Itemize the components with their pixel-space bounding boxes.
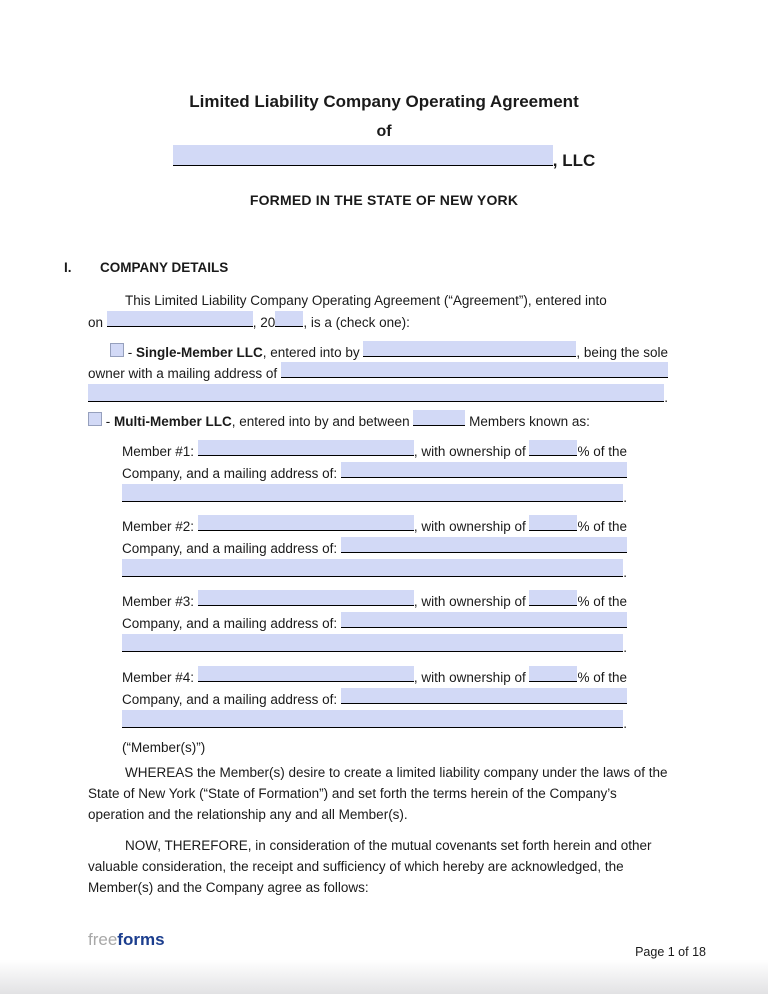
member-1-line-2 (122, 462, 627, 484)
single-member-label: Single-Member LLC (136, 345, 263, 360)
member-3-block (122, 590, 627, 658)
member-2-address-field[interactable] (341, 537, 627, 553)
freeforms-logo (88, 930, 165, 950)
member-1-name-field[interactable] (198, 440, 414, 456)
title-of: of (376, 123, 392, 140)
member-4-name-field[interactable] (198, 666, 414, 682)
member-4-address-field-2[interactable] (122, 710, 623, 728)
member-4-address-field[interactable] (341, 688, 627, 704)
member-2-line-1 (122, 515, 627, 537)
member-3-address-field-2[interactable] (122, 634, 623, 652)
intro-line-2 (88, 311, 672, 333)
member-3-address-label: Company, and a mailing address of: (122, 616, 341, 631)
agreement-year-field[interactable] (275, 311, 303, 327)
single-member-option-line-1 (110, 341, 668, 363)
member-3-period: . (623, 640, 627, 655)
section-title: COMPANY DETAILS (100, 260, 229, 275)
member-1-after-name: , with ownership of (413, 444, 530, 459)
member-1-line-1 (122, 440, 627, 462)
agreement-date-field[interactable] (107, 311, 253, 327)
intro-line-1: This Limited Liability Company Operating Agreement (“Agreement”), entered into (125, 293, 607, 308)
intro-rest: , is a (check one): (303, 315, 410, 330)
member-3-after-name: , with ownership of (413, 594, 530, 609)
single-member-name-field[interactable] (363, 341, 576, 357)
member-1-block (122, 440, 627, 508)
single-member-option-line-3 (88, 384, 668, 408)
member-4-line-3 (122, 710, 627, 734)
logo-free-text: free (88, 930, 118, 949)
logo-forms-text: forms (117, 930, 165, 949)
member-2-period: . (623, 565, 627, 580)
member-3-name-field[interactable] (198, 590, 414, 606)
whereas-paragraph: WHEREAS the Member(s) desire to create a limited liability company under the laws of the State of New York (“State of Formation”) and set forth the terms herein of the Company’s operation and the relationship any and all Member(s). (88, 765, 668, 822)
multi-member-after-label: , entered into by and between (231, 414, 414, 429)
member-2-address-field-2[interactable] (122, 559, 623, 577)
member-3-line-2 (122, 612, 627, 634)
member-1-address-label: Company, and a mailing address of: (122, 466, 341, 481)
multi-member-label: Multi-Member LLC (114, 414, 232, 429)
company-name-row (0, 145, 768, 171)
member-3-after-pct: % of the (577, 594, 627, 609)
single-member-period: . (664, 390, 668, 405)
single-member-dash: - (124, 345, 136, 360)
member-2-ownership-field[interactable] (529, 515, 577, 531)
single-member-address-field-2[interactable] (88, 384, 664, 402)
single-member-option-line-2 (88, 362, 668, 384)
multi-member-after-count: Members known as: (465, 414, 590, 429)
member-2-after-name: , with ownership of (413, 519, 530, 534)
member-2-line-2 (122, 537, 627, 559)
page-indicator: Page 1 of 18 (635, 945, 706, 959)
company-name-field[interactable] (173, 145, 553, 166)
member-4-line-1 (122, 666, 627, 688)
member-1-after-pct: % of the (577, 444, 627, 459)
multi-member-option-line (88, 410, 672, 432)
member-2-block (122, 515, 627, 583)
member-1-line-3 (122, 484, 627, 508)
member-2-name-field[interactable] (198, 515, 414, 531)
multi-member-dash: - (102, 414, 114, 429)
member-4-ownership-field[interactable] (529, 666, 577, 682)
member-3-line-1 (122, 590, 627, 612)
member-2-address-label: Company, and a mailing address of: (122, 541, 341, 556)
member-1-period: . (623, 490, 627, 505)
single-member-checkbox[interactable] (110, 343, 124, 357)
member-4-block (122, 666, 627, 734)
member-4-label: Member #4: (122, 670, 198, 685)
document-subtitle: FORMED IN THE STATE OF NEW YORK (249, 192, 519, 208)
member-4-after-pct: % of the (577, 670, 627, 685)
member-2-line-3 (122, 559, 627, 583)
member-2-label: Member #2: (122, 519, 198, 534)
member-3-line-3 (122, 634, 627, 658)
member-3-address-field[interactable] (341, 612, 627, 628)
section-number: I. (64, 260, 72, 275)
member-count-field[interactable] (413, 410, 465, 426)
member-1-ownership-field[interactable] (529, 440, 577, 456)
multi-member-checkbox[interactable] (88, 412, 102, 426)
members-note: (“Member(s)”) (122, 740, 206, 755)
member-3-ownership-field[interactable] (529, 590, 577, 606)
page-bottom-shadow (0, 960, 768, 994)
intro-on: on (88, 315, 107, 330)
single-member-after-label: , entered into by (262, 345, 364, 360)
member-1-address-field[interactable] (341, 462, 627, 478)
section-heading (64, 257, 228, 278)
member-2-after-pct: % of the (577, 519, 627, 534)
member-4-line-2 (122, 688, 627, 710)
document-title: Limited Liability Company Operating Agreement (189, 92, 579, 111)
single-member-address-field[interactable] (281, 362, 668, 378)
member-1-address-field-2[interactable] (122, 484, 623, 502)
member-4-after-name: , with ownership of (413, 670, 530, 685)
member-4-address-label: Company, and a mailing address of: (122, 692, 341, 707)
single-member-after-name: , being the sole (576, 345, 668, 360)
single-member-address-label: owner with a mailing address of (88, 366, 281, 381)
now-therefore-paragraph: NOW, THEREFORE, in consideration of the mutual covenants set forth herein and other valuable consideration, the receipt and sufficiency of which hereby are acknowledged, the Member(s) and the Company agree as follows: (88, 838, 652, 895)
member-1-label: Member #1: (122, 444, 198, 459)
member-4-period: . (623, 716, 627, 731)
llc-suffix: , LLC (552, 151, 596, 170)
intro-year-prefix: , 20 (252, 315, 276, 330)
member-3-label: Member #3: (122, 594, 198, 609)
